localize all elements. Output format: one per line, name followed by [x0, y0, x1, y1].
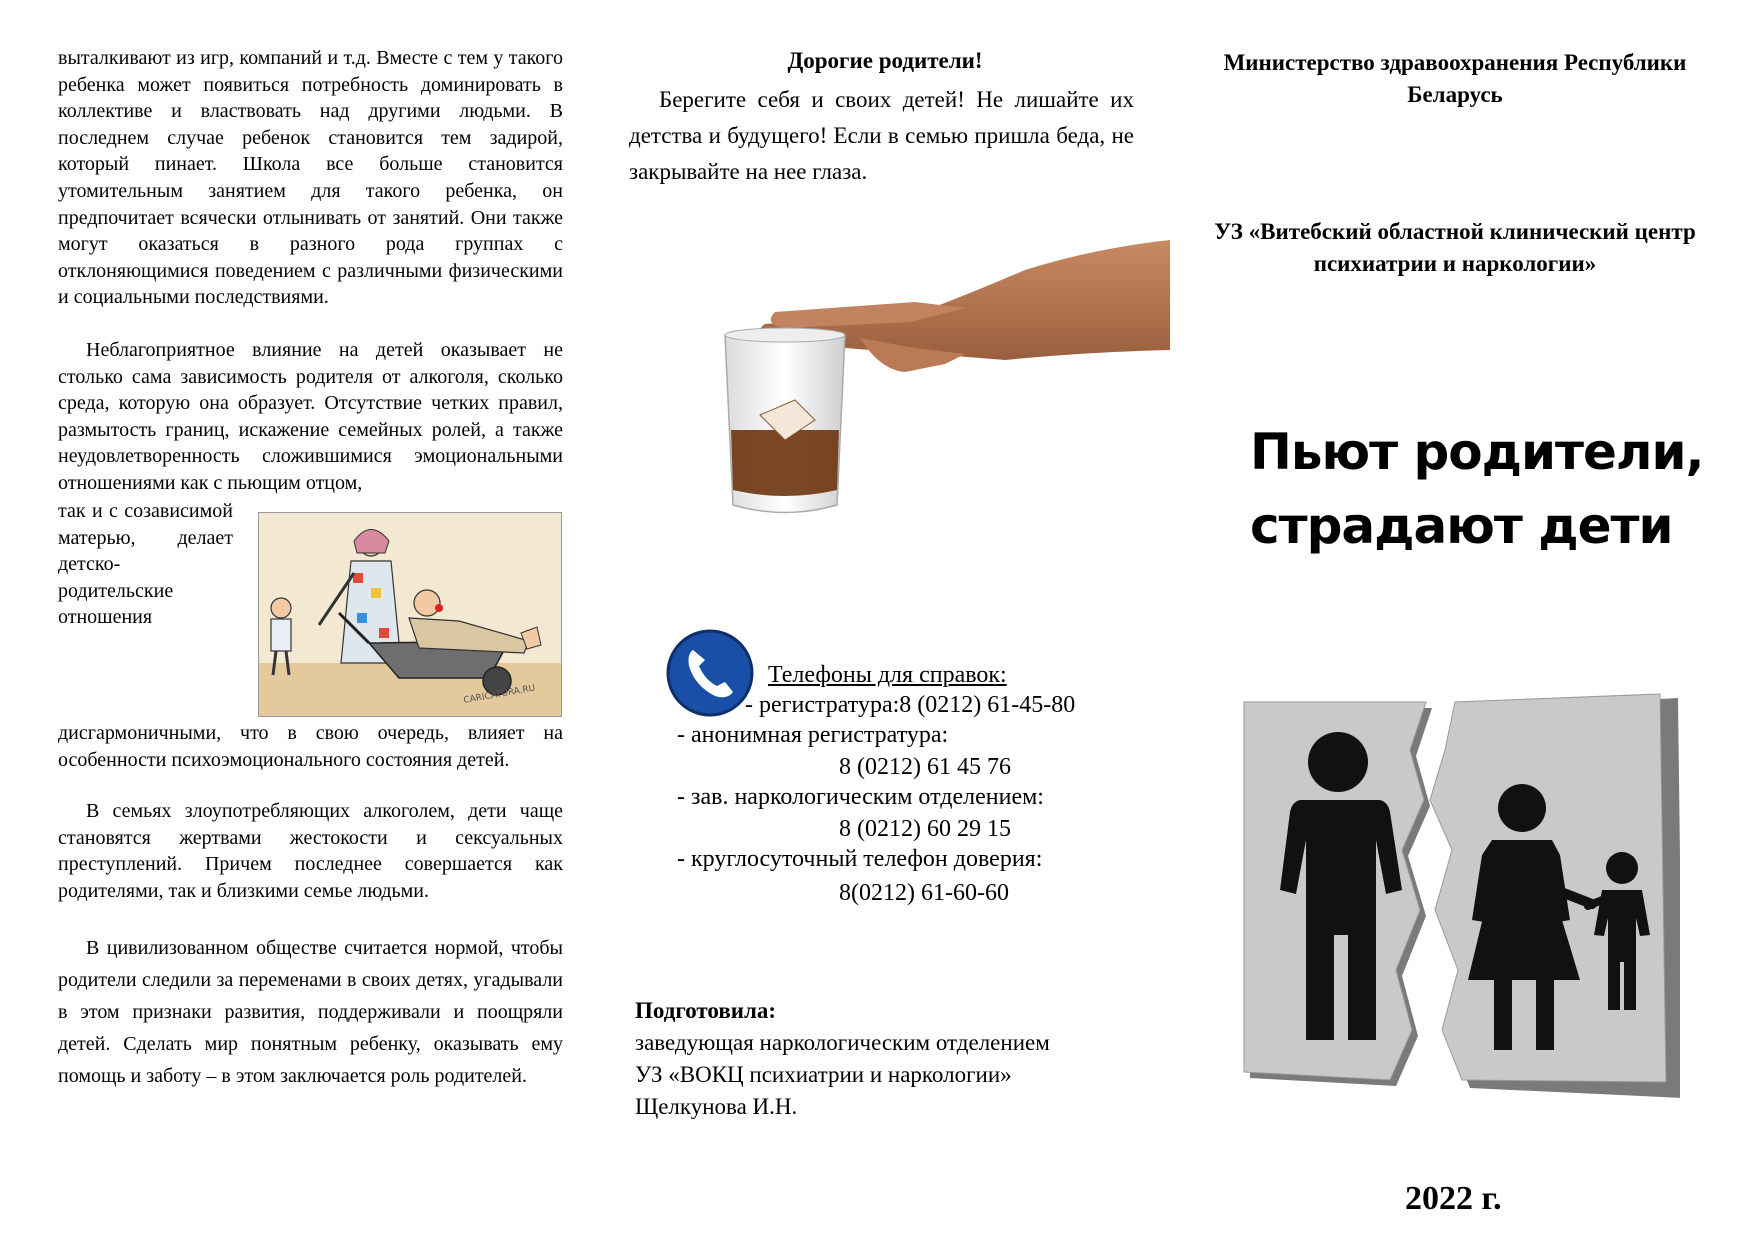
- phone-icon: [665, 628, 755, 718]
- phones-title: Телефоны для справок:: [768, 662, 1007, 688]
- prepared-line-3: Щелкунова И.Н.: [635, 1094, 798, 1119]
- paragraph-2-start: Неблагоприятное влияние на детей оказывает не столько сама зависимость родителя от алкоголя, сколько среда, которую она образует. Отсутствие четких правил, размытость границ, искажение семейных ролей, а также неудовлетворенность сложившимися эмоциональными отношениями как с пьющим отцом,: [58, 339, 563, 494]
- ministry-heading: Министерство здравоохранения Республики Беларусь: [1223, 50, 1687, 107]
- broken-family-image: [1230, 690, 1680, 1110]
- left-column: [58, 0, 563, 1241]
- right-column: [1195, 0, 1715, 1241]
- phone-head-number: 8 (0212) 60 29 15: [839, 816, 1011, 842]
- phone-hotline-label: - круглосуточный телефон доверия:: [677, 846, 1043, 872]
- paragraph-4: В цивилизованном обществе считается нормой, чтобы родители следили за переменами в своих детях, угадывали в этом признаки развития, поддерживали и поощряли детей. Сделать мир понятным ребенку, оказывать ему помощь и заботу – в этом заключается роль родителей.: [58, 937, 563, 1087]
- prepared-title: Подготовила:: [635, 998, 777, 1023]
- dear-parents-title: Дорогие родители!: [787, 48, 983, 73]
- prepared-line-1: заведующая наркологическим отделением: [635, 1030, 1050, 1055]
- cartoon-caption: CARICATURA.RU: [462, 683, 537, 706]
- paragraph-1: выталкивают из игр, компаний и т.д. Вместе с тем у такого ребенка может появиться потребность доминировать в коллективе и властвовать над другими людьми. В последнем случае ребенок становится тем задирой, который пинает. Школа все больше становится утомительным занятием для такого ребенка, он предпочитает всячески отлынивать от занятий. Они также могут оказаться в разного рода группах с отклоняющимися поведением с различными физическими и социальными последствиями.: [58, 47, 563, 309]
- institution-heading: УЗ «Витебский областной клинический центр психиатрии и наркологии»: [1214, 219, 1696, 276]
- middle-column: [625, 0, 1145, 1241]
- phone-anon-label: - анонимная регистратура:: [677, 722, 949, 748]
- cartoon-image: [258, 512, 562, 717]
- phone-hotline-number: 8(0212) 61-60-60: [839, 880, 1009, 906]
- main-title: [1250, 415, 1720, 563]
- paragraph-3: В семьях злоупотребляющих алкоголем, дети чаще становятся жертвами жестокости и сексуальных преступлений. Причем последнее совершается как родителями, так и близкими семье людьми.: [58, 800, 563, 902]
- paragraph-2-end: дисгармоничными, что в свою очередь, влияет на особенности психоэмоционального состояния детей.: [58, 722, 563, 771]
- dear-parents-text: Берегите себя и своих детей! Не лишайте их детства и будущего! Если в семью пришла беда, не закрывайте на нее глаза.: [629, 87, 1134, 184]
- main-title-line-2: страдают дети: [1250, 497, 1673, 555]
- main-title-line-1: Пьют родители,: [1250, 423, 1704, 481]
- hand-over-glass-image: [665, 240, 1170, 560]
- year: 2022 г.: [1405, 1180, 1502, 1217]
- phone-registry: - регистратура:8 (0212) 61-45-80: [745, 692, 1076, 718]
- prepared-line-2: УЗ «ВОКЦ психиатрии и наркологии»: [635, 1062, 1012, 1087]
- paragraph-2-wrap: так и с созависимой матерью, делает детско-родительские отношения: [58, 500, 233, 629]
- phone-head-label: - зав. наркологическим отделением:: [677, 784, 1044, 810]
- phone-anon-number: 8 (0212) 61 45 76: [839, 754, 1011, 780]
